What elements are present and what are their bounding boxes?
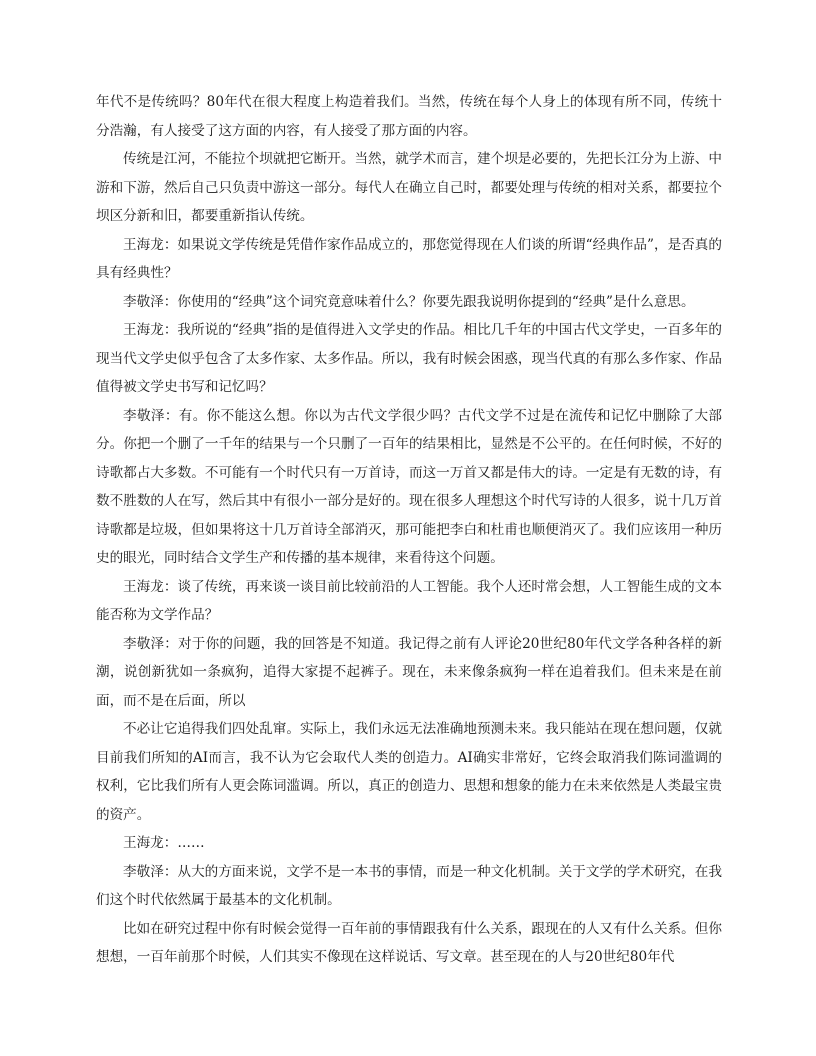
paragraph-4: 李敬泽：你使用的“经典”这个词究竟意味着什么？你要先跟我说明你提到的“经典”是什么意思。 (123, 293, 695, 310)
paragraph-6: 李敬泽：有。你不能这么想。你以为古代文学很少吗？古代文学不过是在流传和记忆中删除了大部分。你把一个删了一千年的结果与一个只删了一百年的结果相比，显然是不公平的。在任何时候，不好的诗歌都占大多数。不可能有一个时代只有一万首诗，而这一万首又都是伟大的诗。一定是有无数的诗，有数不胜数的人在写，然后其中有很小一部分是好的。现在很多人理想这个时代写诗的人很多，说十几万首诗歌都是垃圾，但如果将这十几万首诗全部消灭，那可能把李白和杜甫也顺便消灭了。我们应该用一种历史的眼光，同时结合文学生产和传播的基本规律，来看待这个问题。 (96, 407, 722, 566)
paragraph-12: 比如在研究过程中你有时候会觉得一百年前的事情跟我有什么关系，跟现在的人又有什么关系。但你想想，一百年前那个时候，人们其实不像现在这样说话、写文章。甚至现在的人与20世纪80年代 (96, 920, 722, 965)
paragraph-3: 王海龙：如果说文学传统是凭借作家作品成立的，那您觉得现在人们谈的所谓“经典作品”，是否真的具有经典性？ (96, 236, 722, 281)
paragraph-11: 李敬泽：从大的方面来说，文学不是一本书的事情，而是一种文化机制。关于文学的学术研究，在我们这个时代依然属于最基本的文化机制。 (96, 863, 722, 908)
paragraph-1: 年代不是传统吗？80年代在很大程度上构造着我们。当然，传统在每个人身上的体现有所不同，传统十分浩瀚，有人接受了这方面的内容，有人接受了那方面的内容。 (96, 94, 722, 139)
paragraph-7: 王海龙：谈了传统，再来谈一谈目前比较前沿的人工智能。我个人还时常会想，人工智能生成的文本能否称为文学作品？ (96, 578, 722, 623)
paragraph-9: 不必让它追得我们四处乱窜。实际上，我们永远无法准确地预测未来。我只能站在现在想问题，仅就目前我们所知的AI而言，我不认为它会取代人类的创造力。AI确实非常好，它终会取消我们陈词滥调的权利，它比我们所有人更会陈词滥调。所以，真正的创造力、思想和想象的能力在未来依然是人类最宝贵的资产。 (96, 721, 722, 823)
paragraph-8: 李敬泽：对于你的问题，我的回答是不知道。我记得之前有人评论20世纪80年代文学各种各样的新潮，说创新犹如一条疯狗，追得大家提不起裤子。现在，未来像条疯狗一样在追着我们。但未来是在前面，而不是在后面，所以 (96, 635, 722, 709)
paragraph-2: 传统是江河，不能拉个坝就把它断开。当然，就学术而言，建个坝是必要的，先把长江分为上游、中游和下游，然后自己只负责中游这一部分。每代人在确立自己时，都要处理与传统的相对关系，都要拉个坝区分新和旧，都要重新指认传统。 (96, 151, 722, 224)
paragraph-10: 王海龙：…… (123, 835, 205, 851)
document-page (96, 88, 722, 972)
paragraph-5: 王海龙：我所说的“经典”指的是值得进入文学史的作品。相比几千年的中国古代文学史，一百多年的现当代文学史似乎包含了太多作家、太多作品。所以，我有时候会困惑，现当代真的有那么多作家、作品值得被文学史书写和记忆吗？ (96, 322, 722, 395)
